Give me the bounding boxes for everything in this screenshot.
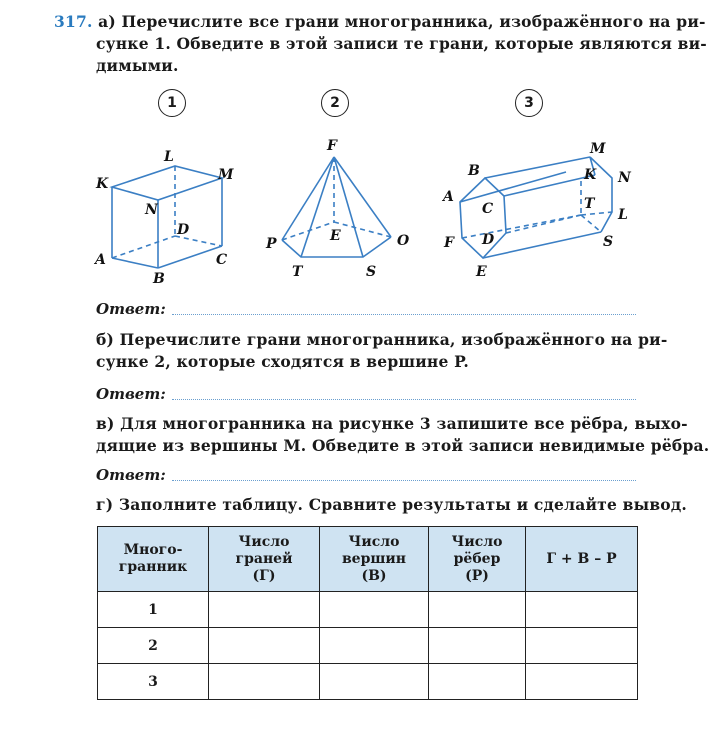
vertex-label: T: [584, 196, 595, 212]
task-v-line-1: в) Для многогранника на рисунке 3 запишите все рёбра, выхо-: [96, 414, 688, 433]
header-polyhedron: Много- гранник: [98, 527, 209, 592]
results-table: [97, 526, 638, 700]
vertex-label: A: [443, 189, 454, 205]
vertex-label: A: [95, 252, 106, 268]
vertex-label: S: [366, 264, 377, 280]
answer-row-b[interactable]: [96, 385, 636, 405]
answer-label: Ответ:: [96, 300, 166, 318]
figure-2-badge: 2: [321, 89, 349, 117]
task-b-line-1: б) Перечислите грани многогранника, изображённого на ри-: [96, 330, 668, 349]
header-faces: Число граней (Г): [209, 527, 320, 592]
figures-drawing: [0, 0, 720, 300]
vertex-label: M: [218, 167, 234, 183]
table-row: [98, 592, 638, 628]
header-euler: Г + В – Р: [526, 527, 638, 592]
answer-row-v[interactable]: [96, 466, 636, 486]
table-cell[interactable]: [526, 592, 638, 628]
prism-labels: [441, 141, 632, 280]
vertex-label: C: [482, 201, 494, 217]
table-cell[interactable]: [429, 628, 526, 664]
table-cell[interactable]: [209, 628, 320, 664]
table-row: [98, 628, 638, 664]
table-cell[interactable]: [320, 628, 429, 664]
table-cell[interactable]: [526, 664, 638, 700]
task-v-line-2: дящие из вершины M. Обведите в этой записи невидимые рёбра.: [96, 436, 710, 455]
task-number: 317.: [54, 12, 93, 31]
row-number-cell: 3: [98, 664, 209, 700]
figure-1-badge: 1: [158, 89, 186, 117]
header-edges: Число рёбер (Р): [429, 527, 526, 592]
answer-line: [172, 399, 636, 400]
vertex-label: M: [590, 141, 606, 157]
row-number-cell: 1: [98, 592, 209, 628]
answer-row-a[interactable]: [96, 300, 636, 320]
vertex-label: O: [397, 233, 410, 249]
vertex-label: K: [96, 176, 109, 192]
task-a-text-1: а) Перечислите все грани многогранника, изображённого на ри-: [98, 12, 706, 31]
vertex-label: D: [482, 232, 495, 248]
answer-line: [172, 314, 636, 315]
answer-label: Ответ:: [96, 466, 166, 484]
vertex-label: F: [327, 138, 337, 154]
table-cell[interactable]: [429, 592, 526, 628]
vertex-label: L: [618, 207, 628, 223]
vertex-label: B: [153, 271, 165, 287]
vertex-label: S: [603, 234, 614, 250]
vertex-label: L: [164, 149, 174, 165]
vertex-label: N: [618, 170, 631, 186]
vertex-label: P: [266, 236, 277, 252]
task-a-line-3: димыми.: [96, 56, 179, 75]
vertex-label: B: [468, 163, 480, 179]
figure-3-badge: 3: [515, 89, 543, 117]
vertex-label: F: [444, 235, 454, 251]
answer-line: [172, 480, 636, 481]
table-cell[interactable]: [429, 664, 526, 700]
header-vertices: Число вершин (В): [320, 527, 429, 592]
table-cell[interactable]: [209, 592, 320, 628]
table-header-row: [98, 527, 638, 592]
task-b-line-2: сунке 2, которые сходятся в вершине P.: [96, 352, 470, 371]
answer-label: Ответ:: [96, 385, 166, 403]
vertex-label: D: [177, 222, 190, 238]
cube-figure: [112, 166, 222, 268]
table-row: [98, 664, 638, 700]
pyramid-labels: [265, 138, 410, 280]
vertex-label: E: [476, 264, 487, 280]
table-cell[interactable]: [320, 664, 429, 700]
vertex-label: T: [292, 264, 303, 280]
vertex-label: C: [216, 252, 228, 268]
table-cell[interactable]: [209, 664, 320, 700]
vertex-label: N: [145, 202, 158, 218]
vertex-label: K: [584, 167, 597, 183]
row-number-cell: 2: [98, 628, 209, 664]
table-cell[interactable]: [320, 592, 429, 628]
task-a-line-2: сунке 1. Обведите в этой записи те грани, которые являются ви-: [96, 34, 707, 53]
vertex-label: E: [330, 228, 341, 244]
task-g-line: г) Заполните таблицу. Сравните результаты и сделайте вывод.: [96, 495, 687, 514]
table-cell[interactable]: [526, 628, 638, 664]
